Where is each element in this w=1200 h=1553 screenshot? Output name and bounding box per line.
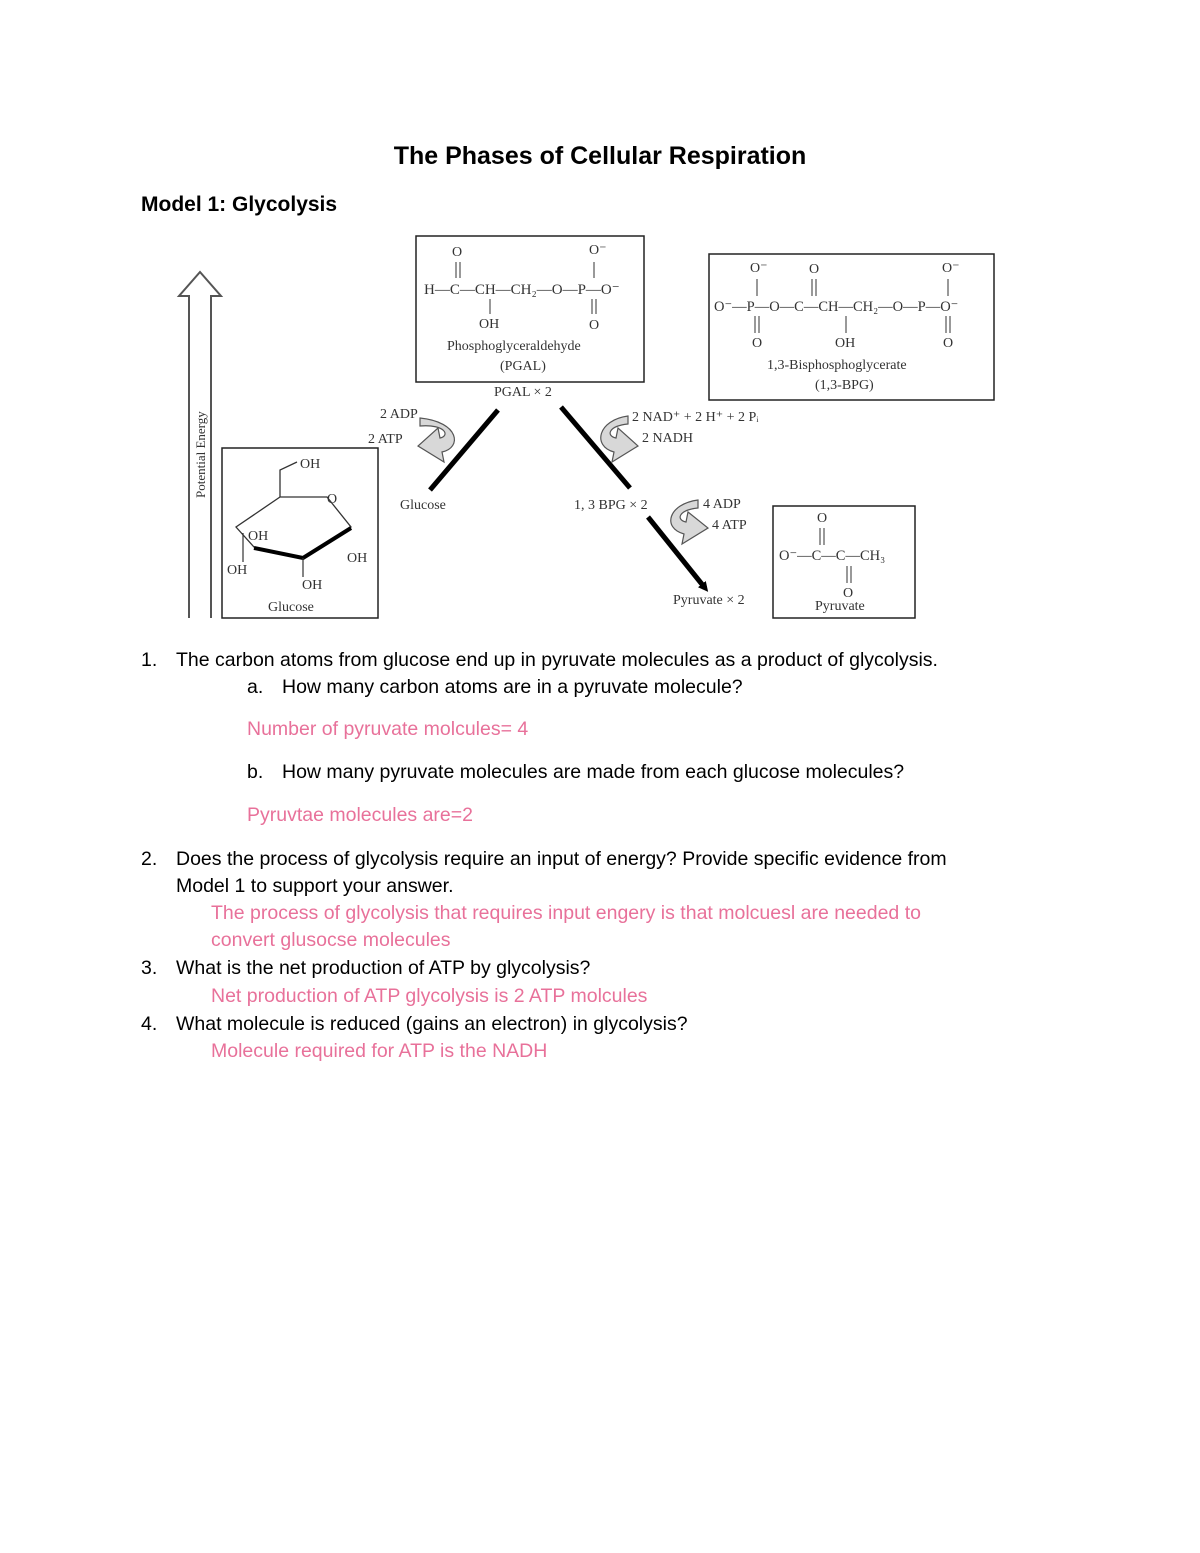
- glucose-oh-top: OH: [300, 457, 321, 472]
- question-2: [0, 846, 1200, 900]
- label-pgal-x2: PGAL × 2: [494, 385, 552, 400]
- glucose-name: Glucose: [268, 600, 314, 615]
- answer-2-line2: convert glusocse molecules: [211, 929, 451, 951]
- answer-4: Molecule required for ATP is the NADH: [211, 1040, 548, 1062]
- glucose-oh-left: OH: [248, 529, 269, 544]
- pgal-formula: H—C—CH—CH₂—O—P—O⁻: [424, 282, 620, 298]
- bpg-abbr: (1,3-BPG): [815, 378, 874, 393]
- label-glucose: Glucose: [400, 498, 446, 513]
- answer-1a: Number of pyruvate molcules= 4: [247, 718, 529, 740]
- label-4-adp: 4 ADP: [703, 497, 741, 512]
- pgal-o-bottom: O: [589, 318, 600, 333]
- label-2-adp: 2 ADP: [380, 407, 418, 422]
- page-title: The Phases of Cellular Respiration: [393, 142, 807, 170]
- pgal-name: Phosphoglyceraldehyde: [447, 339, 581, 354]
- question-4: [0, 1011, 1200, 1038]
- bpg-name: 1,3-Bisphosphoglycerate: [767, 358, 907, 373]
- bpg-o-top-1: O⁻: [750, 261, 768, 276]
- pgal-o-top-left: O: [452, 245, 463, 260]
- answer-2-line1: The process of glycolysis that requires input engery is that molcuesl are needed to: [211, 902, 921, 924]
- glucose-oh-bottom-left: OH: [227, 563, 248, 578]
- glucose-box: [222, 448, 378, 618]
- answer-3: Net production of ATP glycolysis is 2 ATP molcules: [211, 985, 648, 1007]
- question-1a: [0, 674, 1200, 701]
- label-bpg-x2: 1, 3 BPG × 2: [574, 498, 648, 513]
- question-1-text: The carbon atoms from glucose end up in pyruvate molecules as a product of glycolysis.: [176, 649, 938, 671]
- bpg-o-bottom-1: O: [752, 336, 763, 351]
- label-nad: 2 NAD⁺ + 2 H⁺ + 2 Pᵢ: [632, 410, 759, 425]
- question-1a-text: How many carbon atoms are in a pyruvate molecule?: [282, 676, 743, 698]
- question-1b: [0, 759, 1200, 786]
- bpg-oh: OH: [835, 336, 856, 351]
- potential-energy-arrow: [179, 272, 221, 618]
- label-2-atp: 2 ATP: [368, 432, 403, 447]
- question-3-number: 3.: [141, 957, 158, 979]
- glucose-ring-o: O: [327, 492, 338, 507]
- bpg-o-bottom-2: O: [943, 336, 954, 351]
- question-4-number: 4.: [141, 1013, 158, 1035]
- question-1b-letter: b.: [247, 761, 264, 783]
- pyruvate-o-bottom: O: [843, 586, 854, 601]
- pgal-abbr: (PGAL): [500, 359, 546, 374]
- glycolysis-diagram: [0, 0, 1200, 640]
- question-1: [0, 647, 1200, 674]
- bpg-o-top-2: O: [809, 262, 820, 277]
- label-2-nadh: 2 NADH: [642, 431, 693, 446]
- label-4-atp: 4 ATP: [712, 518, 747, 533]
- question-3: [0, 955, 1200, 982]
- question-1a-letter: a.: [247, 676, 264, 698]
- question-1-number: 1.: [141, 649, 158, 671]
- pyruvate-name: Pyruvate: [815, 599, 865, 614]
- pgal-box: [416, 236, 644, 382]
- question-3-text: What is the net production of ATP by glycolysis?: [176, 957, 591, 979]
- pyruvate-box: [773, 506, 915, 618]
- pyruvate-formula: O⁻—C—C—CH₃: [779, 548, 886, 564]
- question-1b-text: How many pyruvate molecules are made from each glucose molecules?: [282, 761, 905, 783]
- answer-1b: Pyruvtae molecules are=2: [247, 804, 473, 826]
- bpg-box: [709, 254, 994, 400]
- glucose-oh-bottom: OH: [302, 578, 323, 593]
- potential-energy-label: Potential Energy: [193, 411, 208, 498]
- pyruvate-o-top: O: [817, 511, 828, 526]
- question-2-text-line1: Does the process of glycolysis require an input of energy? Provide specific evidence from: [176, 848, 947, 870]
- glucose-oh-right: OH: [347, 551, 368, 566]
- pgal-oh: OH: [479, 317, 500, 332]
- question-4-text: What molecule is reduced (gains an electron) in glycolysis?: [176, 1013, 688, 1035]
- bpg-formula: O⁻—P—O—C—CH—CH₂—O—P—O⁻: [714, 299, 959, 315]
- label-pyruvate-x2: Pyruvate × 2: [673, 593, 745, 608]
- question-2-text-line2: Model 1 to support your answer.: [176, 875, 454, 897]
- bpg-o-top-3: O⁻: [942, 261, 960, 276]
- model-heading: Model 1: Glycolysis: [141, 193, 338, 216]
- pgal-o-top-right: O⁻: [589, 243, 607, 258]
- curved-arrow-atp-input: [418, 418, 454, 462]
- question-2-number: 2.: [141, 848, 158, 870]
